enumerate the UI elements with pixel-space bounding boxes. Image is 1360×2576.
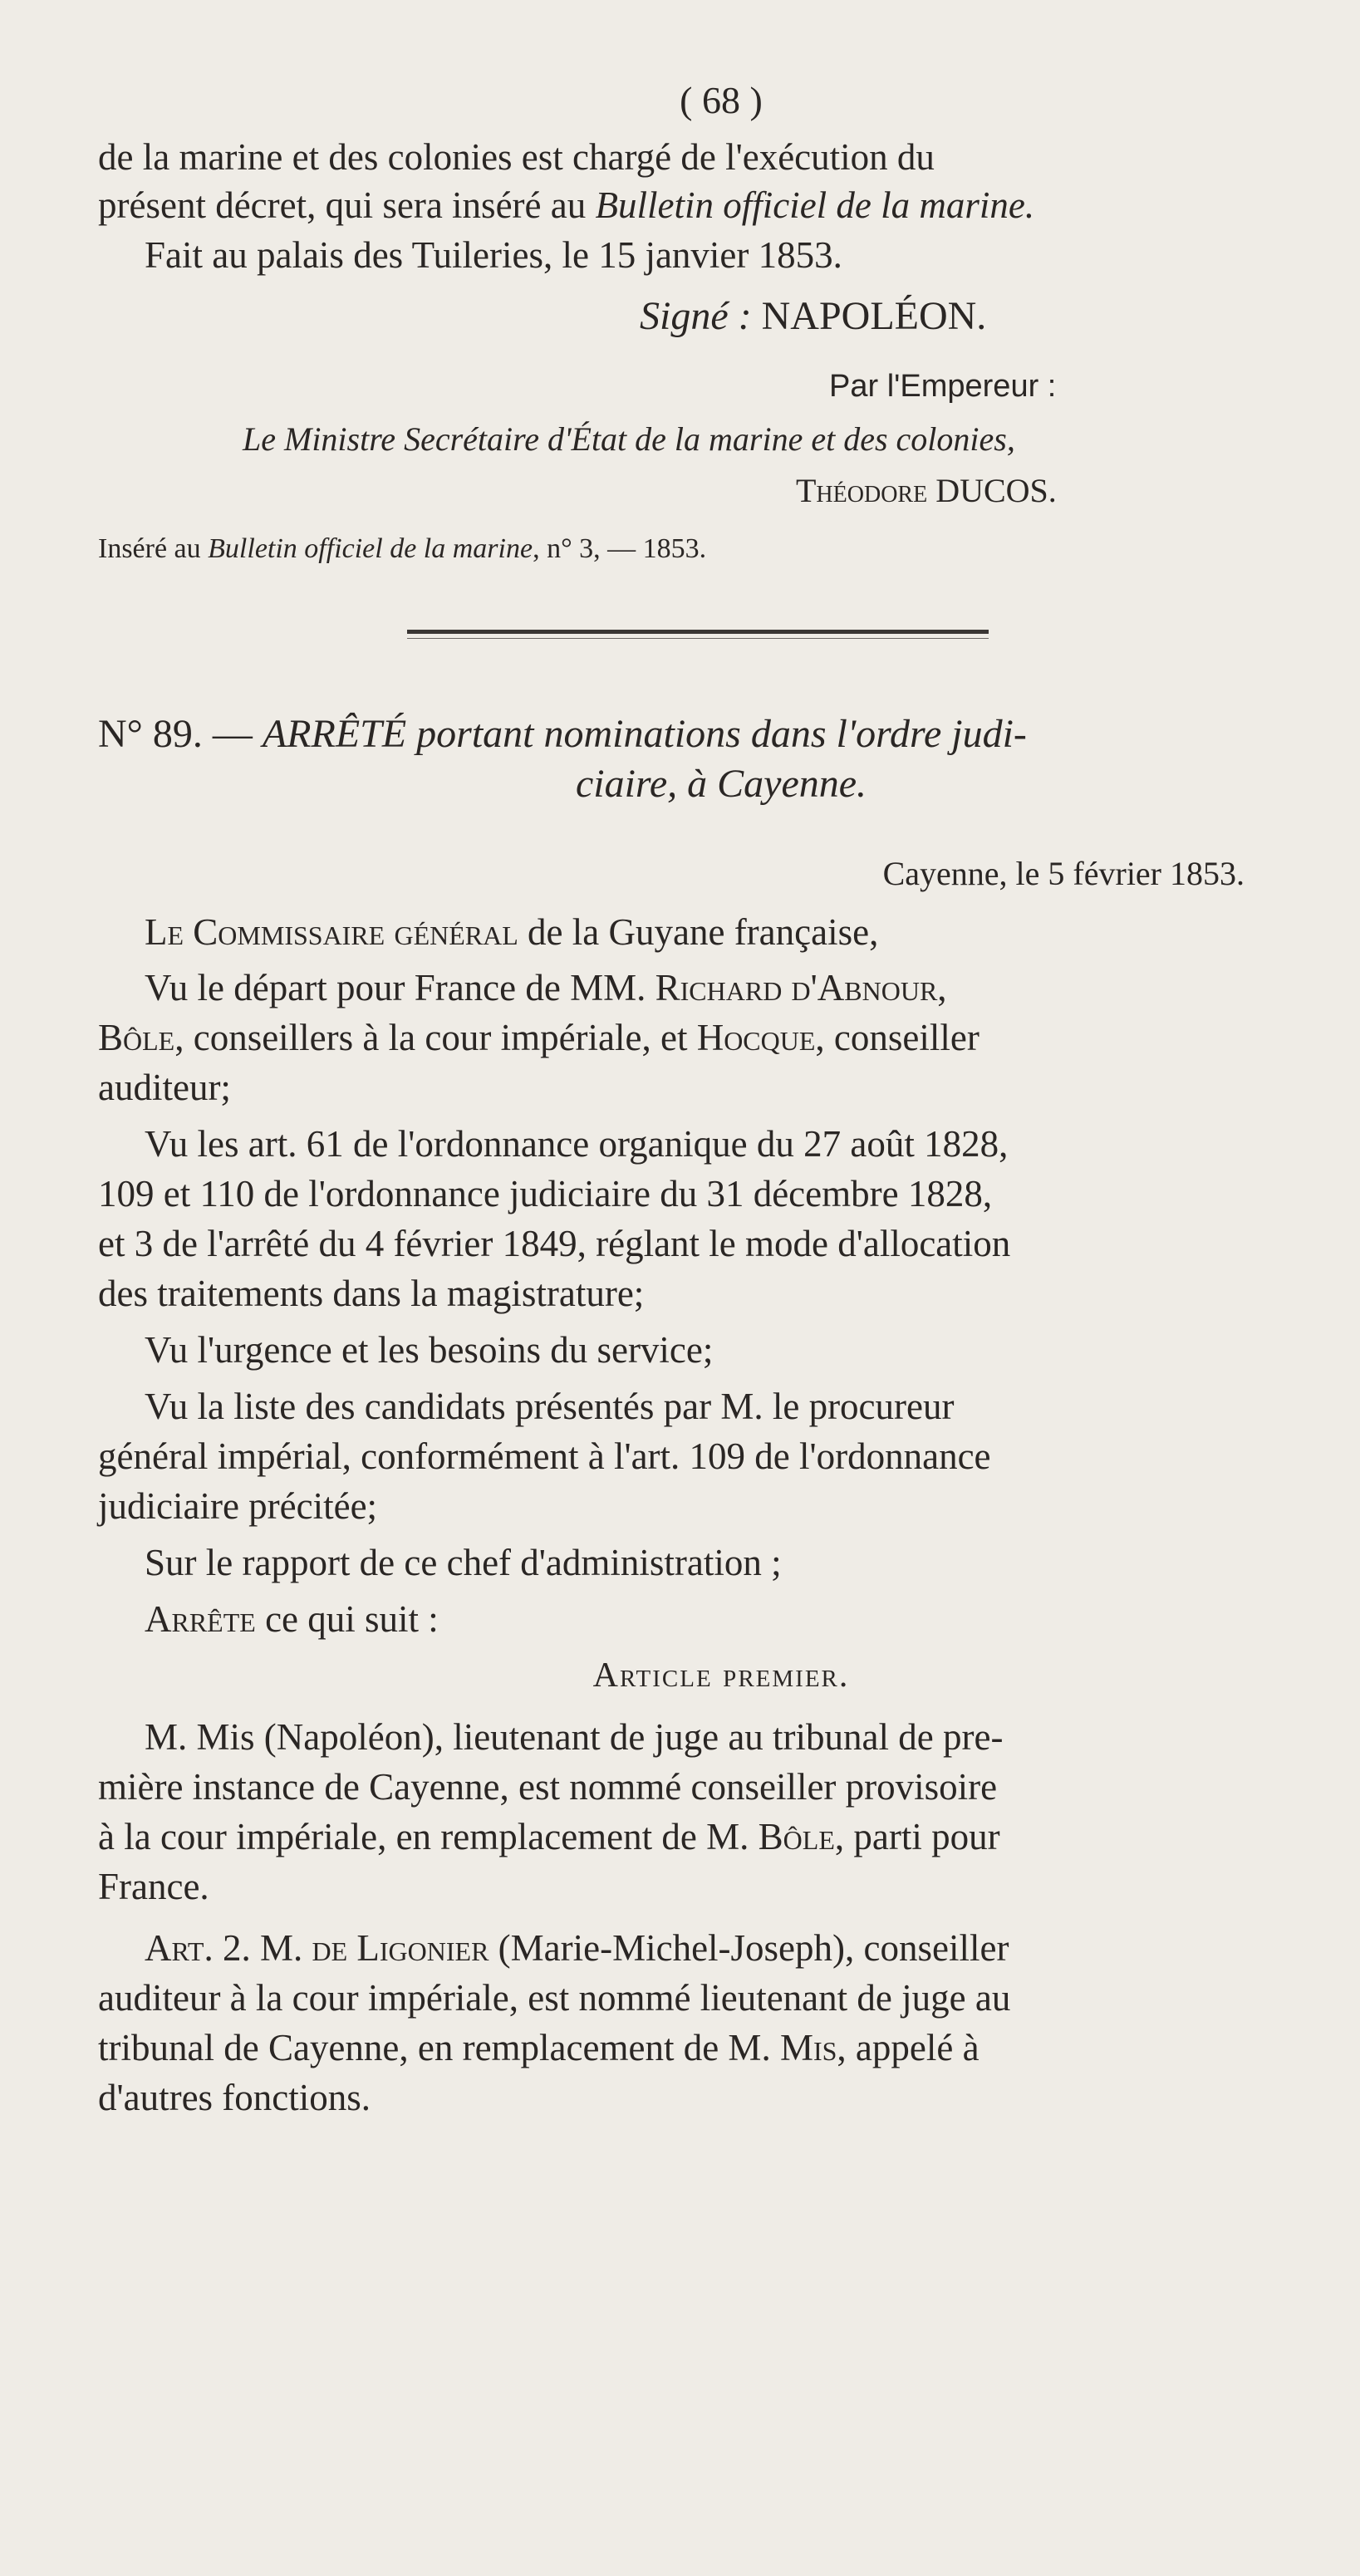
article2-line4: d'autres fonctions.: [98, 2077, 371, 2118]
p2-text-a: Vu le départ pour France de MM.: [145, 967, 655, 1008]
decree-heading-line-1: [98, 710, 1344, 758]
a2-text-b: (Marie-Michel-Joseph), conseiller: [489, 1927, 1009, 1969]
body-p1-rest: de la Guyane française,: [518, 911, 879, 953]
a2-label: Art. 2.: [145, 1927, 251, 1969]
article1-line3: [98, 1813, 1344, 1861]
decree-dash: —: [212, 712, 253, 756]
commissioner-title: Le Commissaire général: [145, 911, 518, 953]
article-heading: Article premier.: [592, 1656, 850, 1695]
signature-line: [640, 292, 1360, 341]
minister-last-name: DUCOS.: [935, 472, 1057, 509]
bulletin-title: Bulletin officiel de la marine.: [595, 184, 1035, 226]
name-bole: Bôle: [98, 1017, 175, 1058]
minister-first-name: Théodore: [796, 472, 928, 509]
page-number: ( 68 ): [680, 79, 763, 121]
place-date: Cayenne, le 5 février 1853.: [882, 855, 1245, 892]
body-p2-line3: auditeur;: [98, 1067, 231, 1108]
body-p3-line4: des traitements dans la magistrature;: [98, 1273, 645, 1314]
a2-text-c: tribunal de Cayenne, en remplacement de M.: [98, 2027, 780, 2068]
article1-line4: France.: [98, 1866, 209, 1907]
decree-number: N° 89.: [98, 712, 203, 756]
p2-text-c: , conseillers à la cour impériale, et: [174, 1017, 697, 1058]
minister-title: Le Ministre Secrétaire d'État de la marine et des colonies,: [243, 420, 1015, 458]
signed-label: Signé :: [640, 294, 752, 338]
a1-name-bole: Bôle: [758, 1816, 835, 1857]
article2-line3: [98, 2024, 1344, 2072]
separator-rule-thin: [407, 638, 989, 639]
body-p5-line1: Vu la liste des candidats présentés par M. le procureur: [145, 1386, 955, 1427]
top-line-3: Fait au palais des Tuileries, le 15 janvier 1853.: [145, 234, 842, 276]
name-hocque: Hocque: [696, 1017, 816, 1058]
body-p5-line3: judiciaire précitée;: [98, 1485, 378, 1527]
separator-rule: [407, 630, 989, 634]
body-p5-line2: général impérial, conformément à l'art. 109 de l'ordonnance: [98, 1435, 991, 1477]
body-p2-line2: [98, 1013, 1344, 1062]
p2-text-b: ,: [937, 967, 947, 1008]
top-line-2-text: présent décret, qui sera inséré au: [98, 184, 596, 226]
body-p1: [145, 908, 1360, 956]
article1-line1: M. Mis (Napoléon), lieutenant de juge au tribunal de pre-: [145, 1716, 1004, 1758]
insertion-note: [98, 528, 1344, 570]
body-p6: Sur le rapport de ce chef d'administration ;: [145, 1542, 782, 1583]
decree-title-1: ARRÊTÉ portant nominations dans l'ordre judi-: [262, 712, 1027, 756]
article1-line2: mière instance de Cayenne, est nommé conseiller provisoire: [98, 1766, 998, 1808]
body-p3-line3: et 3 de l'arrêté du 4 février 1849, réglant le mode d'allocation: [98, 1223, 1011, 1264]
signed-name: NAPOLÉON.: [761, 294, 987, 338]
insertion-prefix: Inséré au: [98, 533, 209, 564]
arrete-word: Arrête: [145, 1598, 256, 1640]
a1-text-a: à la cour impériale, en remplacement de M.: [98, 1816, 759, 1857]
a1-text-b: , parti pour: [834, 1816, 1000, 1857]
a2-text-a: M.: [250, 1927, 312, 1969]
top-line-1: de la marine et des colonies est chargé de l'exécution du: [98, 136, 935, 178]
p2-text-d: , conseiller: [815, 1017, 979, 1058]
insertion-bulletin: Bulletin officiel de la marine: [208, 533, 533, 564]
insertion-suffix: , n° 3, — 1853.: [533, 533, 707, 564]
name-ligonier: de Ligonier: [312, 1927, 489, 1969]
article2-line2: auditeur à la cour impériale, est nommé lieutenant de juge au: [98, 1977, 1011, 2019]
name-mis: Mis: [779, 2027, 837, 2068]
by-emperor: Par l'Empereur :: [829, 369, 1057, 404]
body-p7-rest: ce qui suit :: [255, 1598, 439, 1640]
body-p2-line1: [145, 964, 1360, 1012]
body-p3-line1: Vu les art. 61 de l'ordonnance organique du 27 août 1828,: [145, 1123, 1009, 1165]
minister-name: [796, 467, 1360, 515]
a2-text-d: , appelé à: [837, 2027, 979, 2068]
article2-line1: [145, 1924, 1360, 1972]
body-p7: [145, 1595, 1360, 1643]
top-line-2: [98, 181, 1344, 229]
decree-title-2: ciaire, à Cayenne.: [575, 762, 867, 806]
body-p3-line2: 109 et 110 de l'ordonnance judiciaire du 31 décembre 1828,: [98, 1173, 993, 1214]
name-richard: Richard d'Abnour: [655, 967, 938, 1008]
body-p4: Vu l'urgence et les besoins du service;: [145, 1329, 714, 1371]
